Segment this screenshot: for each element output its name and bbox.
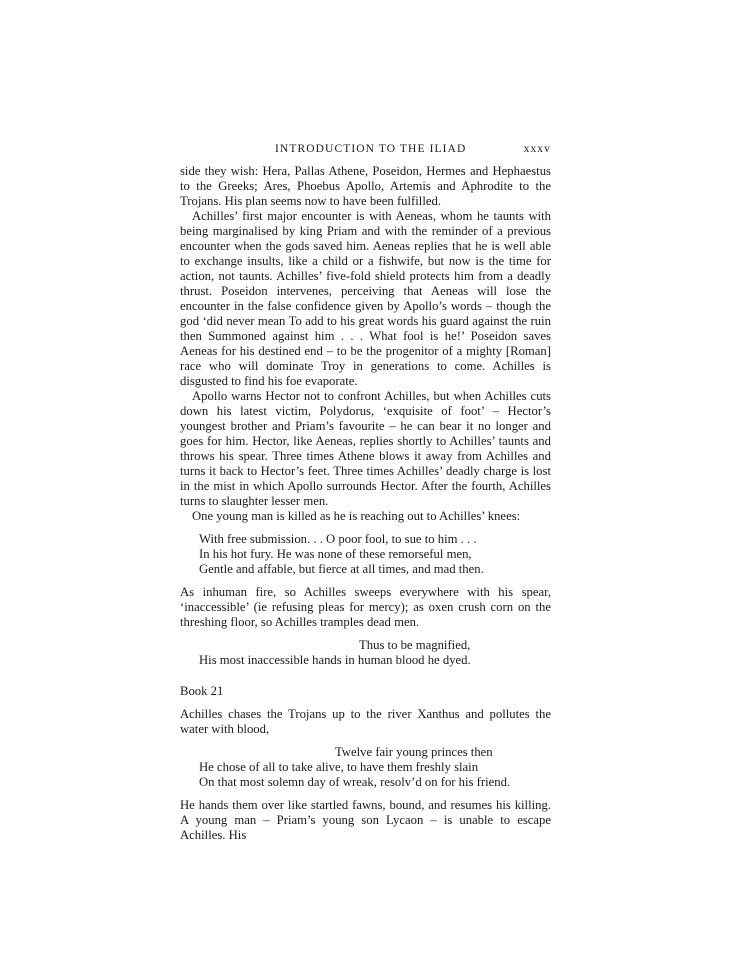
verse-line: On that most solemn day of wreak, resolv’d on for his friend. (199, 775, 511, 789)
paragraph: Achilles’ first major encounter is with Aeneas, whom he taunts with being marginalised by king Priam and with the reminder of a previous encounter when the gods saved him. Aeneas replies that he is well able to exchange insults, like a child or a fishwife, but now is the time for action, not taunts. Achilles’ five-fold shield protects him from a deadly thrust. Poseidon intervenes, perceiving that Aeneas will lose the encounter in the false confidence given by Apollo’s words – though the god ‘did never mean To add to his great words his guard against the ruin then Summoned against him . . . What fool is he!’ Poseidon saves Aeneas for his destined end – to be the progenitor of a mighty [Roman] race who will dominate Troy in generations to come. Achilles is disgusted to find his foe evaporate. (180, 209, 551, 388)
verse-line: His most inaccessible hands in human blood he dyed. (199, 653, 471, 667)
paragraph: side they wish: Hera, Pallas Athene, Poseidon, Hermes and Hephaestus to the Greeks; Ares, Phoebus Apollo, Artemis and Aphrodite to the Trojans. His plan seems now to have been fulfilled. (180, 164, 551, 208)
verse-line: He chose of all to take alive, to have them freshly slain (199, 760, 479, 774)
verse-line: Thus to be magnified, (359, 638, 471, 652)
paragraph: As inhuman fire, so Achilles sweeps everywhere with his spear, ‘inaccessible’ (ie refusing pleas for mercy); as oxen crush corn on the threshing floor, so Achilles tramples dead men. (180, 585, 551, 629)
paragraph: He hands them over like startled fawns, bound, and resumes his killing. A young man – Priam’s young son Lycaon – is unable to escape Achilles. His (180, 798, 551, 842)
verse-quotation (199, 745, 551, 790)
verse-quotation (199, 638, 551, 668)
running-header (180, 143, 551, 159)
verse-line: In his hot fury. He was none of these remorseful men, (199, 547, 472, 561)
page-number: xxxv (523, 143, 551, 155)
paragraph: Achilles chases the Trojans up to the river Xanthus and pollutes the water with blood, (180, 707, 551, 736)
body-text (180, 164, 551, 843)
section-heading: Book 21 (180, 684, 224, 698)
paragraph: One young man is killed as he is reaching out to Achilles’ knees: (192, 509, 521, 523)
running-title: INTRODUCTION TO THE ILIAD (275, 143, 467, 155)
paragraph: Apollo warns Hector not to confront Achilles, but when Achilles cuts down his latest victim, Polydorus, ‘exquisite of foot’ – Hector’s youngest brother and Priam’s favourite – he can bear it no longer and goes for him. Hector, like Aeneas, replies shortly to Achilles’ taunts and throws his spear. Three times Athene blows it away from Achilles and turns it back to Hector’s feet. Three times Achilles’ deadly charge is lost in the mist in which Apollo surrounds Hector. After the fourth, Achilles turns to slaughter lesser men. (180, 389, 551, 508)
verse-line: With free submission. . . O poor fool, to sue to him . . . (199, 532, 477, 546)
verse-line: Twelve fair young princes then (335, 745, 493, 759)
verse-line: Gentle and affable, but fierce at all times, and mad then. (199, 562, 484, 576)
verse-quotation (199, 532, 551, 577)
